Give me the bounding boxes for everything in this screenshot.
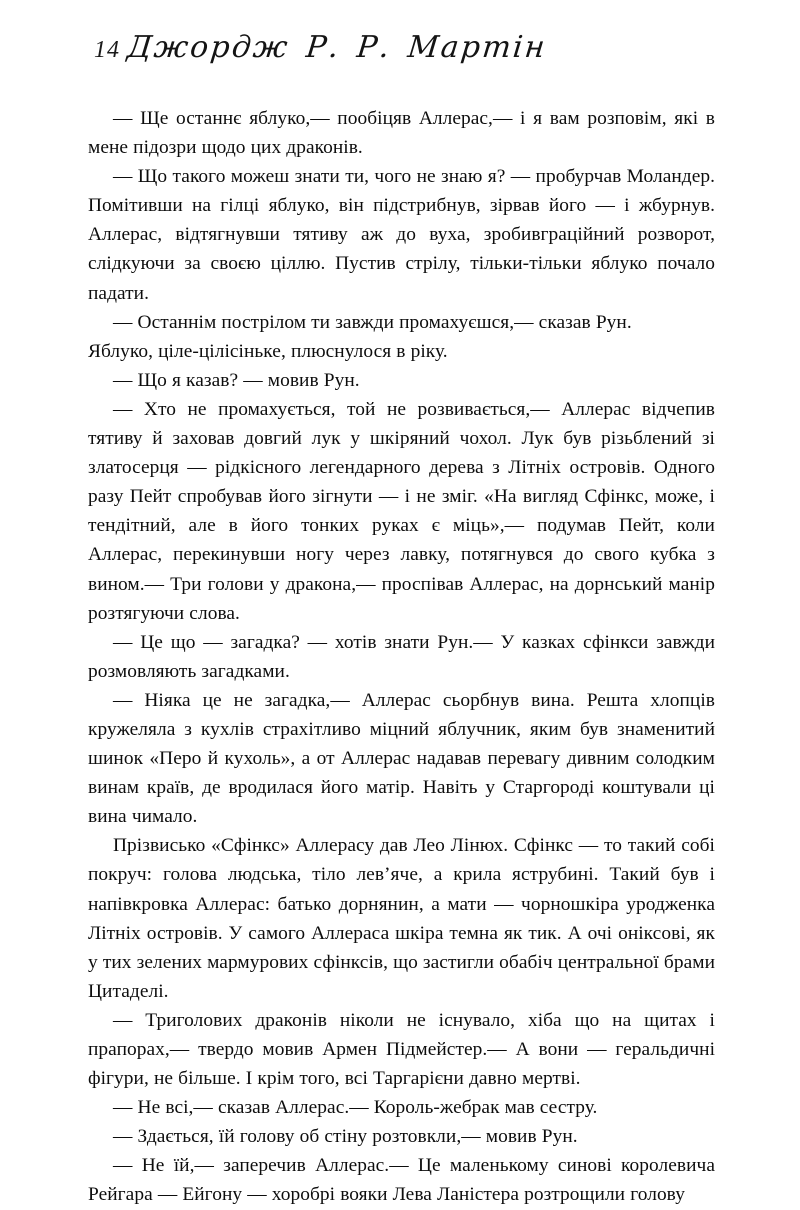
paragraph: — Ніяка це не загадка,— Аллерас сьорбнув вина. Решта хлопців кружеляла з кухлів страхітливо міцний яблучник, яким був знаменитий шинок «Перо й кухоль», а от Аллерас надавав перевагу дивним солодким винам країв, де вродилася його матір. Навіть у Старгороді коштували ці вина чимало.	[88, 689, 715, 828]
paragraph: — Хто не промахується, той не розвивається,— Аллерас відчепив тятиву й заховав довгий лук у шкіряний чохол. Лук був різьблений зі златосерця — рідкісного легендарного дерева з Літніх островів. Одного разу Пейт спробував його зігнути — і не зміг. «На вигляд Сфінкс, може, і тендітний, але в його тонких руках є міць»,— подумав Пейт, коли Аллерас, перекинувши ногу через лавку, потягнувся до свого кубка з вином.— Три голови у дракона,— проспівав Аллерас, на дорнський манір розтягуючи слова.	[88, 398, 715, 624]
paragraph: — Що такого можеш знати ти, чого не знаю я? — пробурчав Моландер. Помітивши на гілці яблуко, він підстрибнув, зірвав його — і жбурнув. Аллерас, відтягнувши тятиву аж до вуха, зробивграційний розворот, слідкуючи за своєю ціллю. Пустив стрілу, тільки-тільки яблуко почало падати.	[88, 166, 715, 304]
paragraph: — Останнім пострілом ти завжди промахуєшся,— сказав Рун.	[113, 311, 632, 333]
paragraph: — Це що — загадка? — хотів знати Рун.— У казках сфінкси завжди розмовляють загадками.	[88, 631, 715, 682]
paragraph: — Не всі,— сказав Аллерас.— Король-жебрак мав сестру.	[113, 1097, 598, 1119]
paragraph: — Не їй,— заперечив Аллерас.— Це маленькому синові королевича Рейгара — Ейгону — хоробрі вояки Лева Ланістера розтрощили голову	[88, 1155, 715, 1206]
paragraph: Яблуко, ціле-цілісіньке, плюснулося в ріку.	[88, 340, 448, 362]
paragraph: — Що я казав? — мовив Рун.	[113, 369, 360, 391]
page-number: 14	[94, 37, 120, 63]
running-head	[88, 30, 714, 82]
paragraph: — Триголових драконів ніколи не існувало, хіба що на щитах і прапорах,— твердо мовив Армен Підмейстер.— А вони — геральдичні фігури, не більше. І крім того, всі Таргарієни давно мертві.	[88, 1009, 715, 1090]
paragraph: — Здається, їй голову об стіну розтовкли,— мовив Рун.	[113, 1126, 578, 1148]
running-head-author: Джордж Р. Р. Мартін	[125, 30, 549, 65]
paragraph: Прізвисько «Сфінкс» Аллерасу дав Лео Лінюх. Сфінкс — то такий собі покруч: голова людська, тіло лев’яче, а крила яструбині. Такий був і напівкровка Аллерас: батько дорнянин, а мати — чорношкіра уродженка Літніх островів. У самого Аллераса шкіра темна як тик. А очі оніксові, як у тих зелених мармурових сфінксів, що застигли обабіч центральної брами Цитаделі.	[88, 835, 715, 1002]
paragraph: — Ще останнє яблуко,— пообіцяв Аллерас,— і я вам розповім, які в мене підозри щодо цих драконів.	[88, 108, 715, 159]
body-text	[88, 104, 715, 1210]
